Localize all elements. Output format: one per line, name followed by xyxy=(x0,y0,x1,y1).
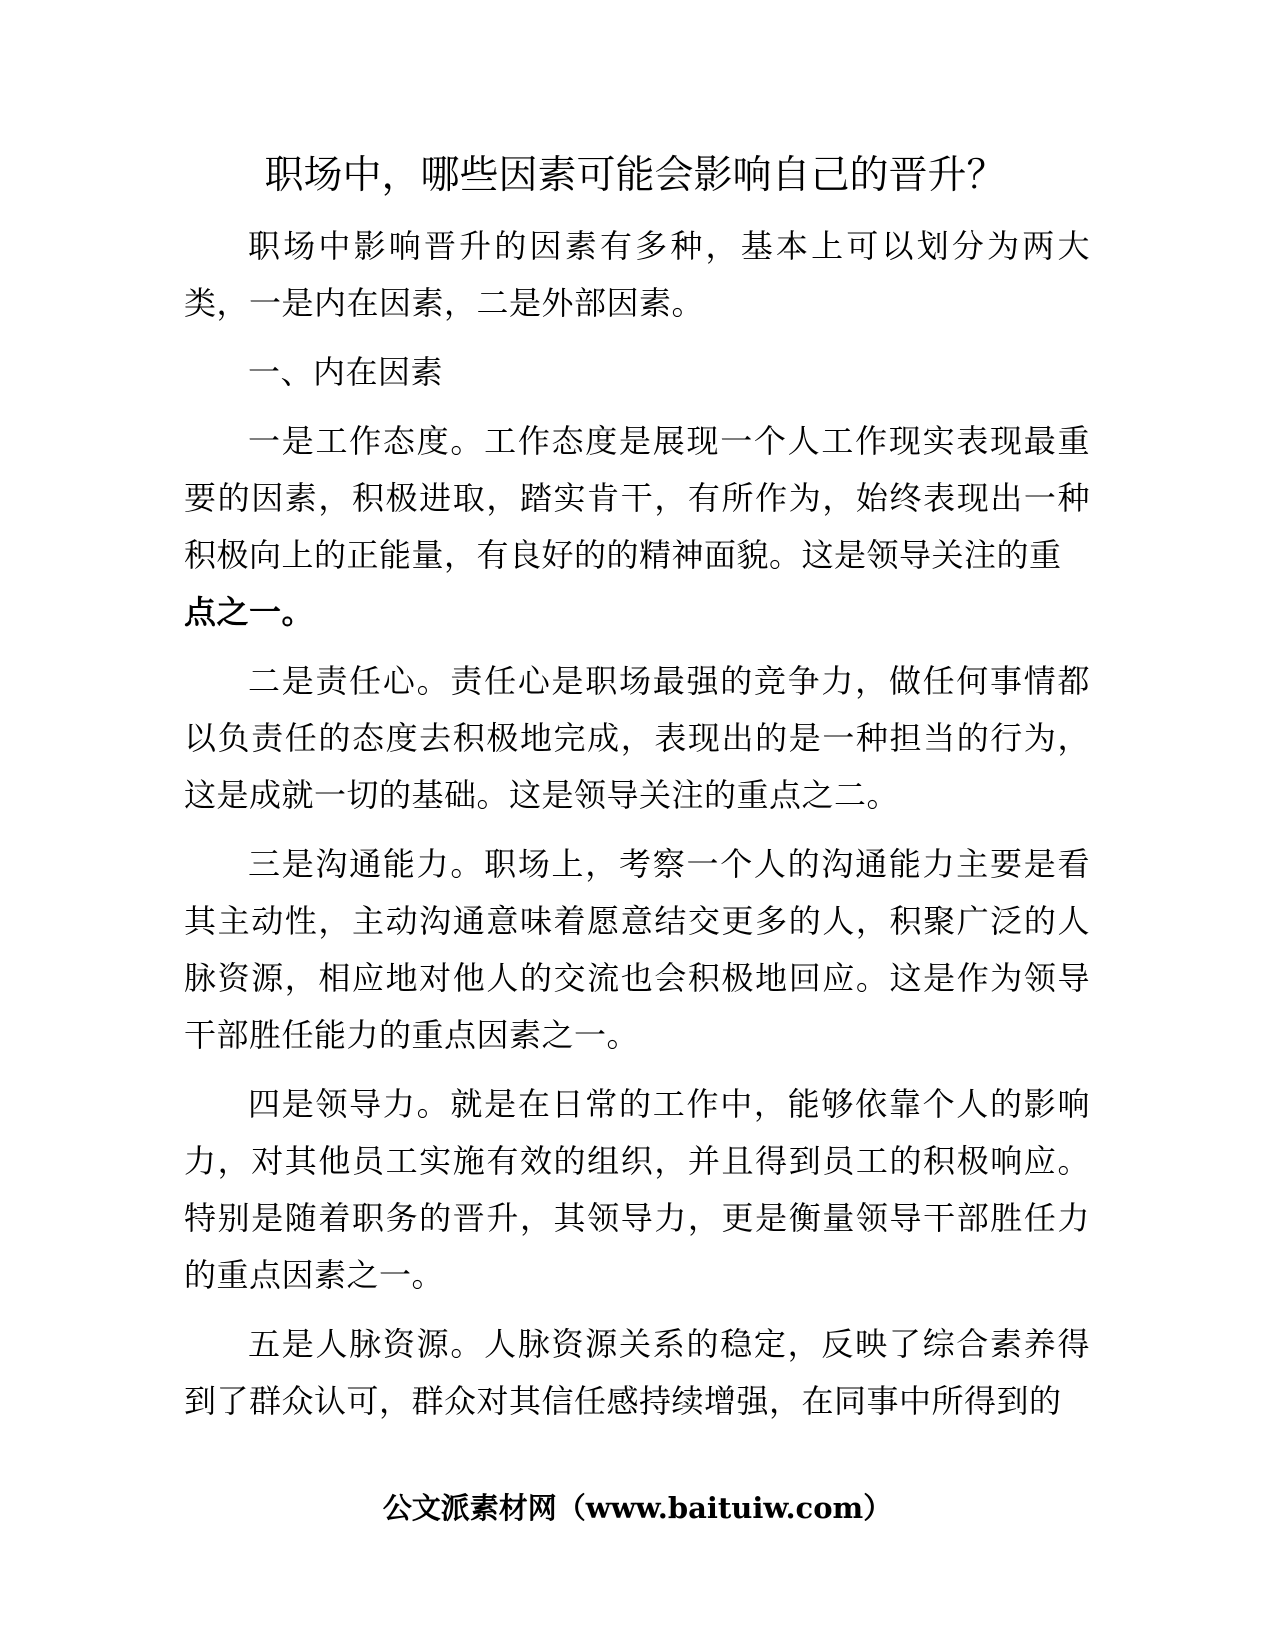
paragraph-communication: 三是沟通能力。职场上，考察一个人的沟通能力主要是看其主动性，主动沟通意味着愿意结交更多的人，积聚广泛的人脉资源，相应地对他人的交流也会积极地回应。这是作为领导干部胜任能力的重点因素之一。 xyxy=(184,845,1090,1054)
paragraph-responsibility: 二是责任心。责任心是职场最强的竞争力，做任何事情都以负责任的态度去积极地完成，表现出的是一种担当的行为，这是成就一切的基础。这是领导关注的重点之二。 xyxy=(184,662,1090,814)
footer-watermark: 公文派素材网（www.baituiw.com） xyxy=(382,1491,893,1525)
section-heading-internal-factors: 一、内在因素 xyxy=(248,353,444,391)
paragraph-work-attitude: 一是工作态度。工作态度是展现一个人工作现实表现最重要的因素，积极进取，踏实肯干，有所作为，始终表现出一种积极向上的正能量，有良好的的精神面貌。这是领导关注的重 xyxy=(184,422,1090,574)
intro-paragraph: 职场中影响晋升的因素有多种，基本上可以划分为两大类，一是内在因素，二是外部因素。 xyxy=(184,227,1090,322)
document-title: 职场中，哪些因素可能会影响自己的晋升？ xyxy=(264,153,1006,198)
paragraph-leadership: 四是领导力。就是在日常的工作中，能够依靠个人的影响力，对其他员工实施有效的组织，并且得到员工的积极响应。特别是随着职务的晋升，其领导力，更是衡量领导干部胜任力的重点因素之一。 xyxy=(184,1085,1090,1294)
document-body xyxy=(184,218,1090,1430)
paragraph-network-resources: 五是人脉资源。人脉资源关系的稳定，反映了综合素养得到了群众认可，群众对其信任感持续增强，在同事中所得到的 xyxy=(184,1325,1090,1420)
paragraph-work-attitude-end: 点之一。 xyxy=(184,593,315,631)
